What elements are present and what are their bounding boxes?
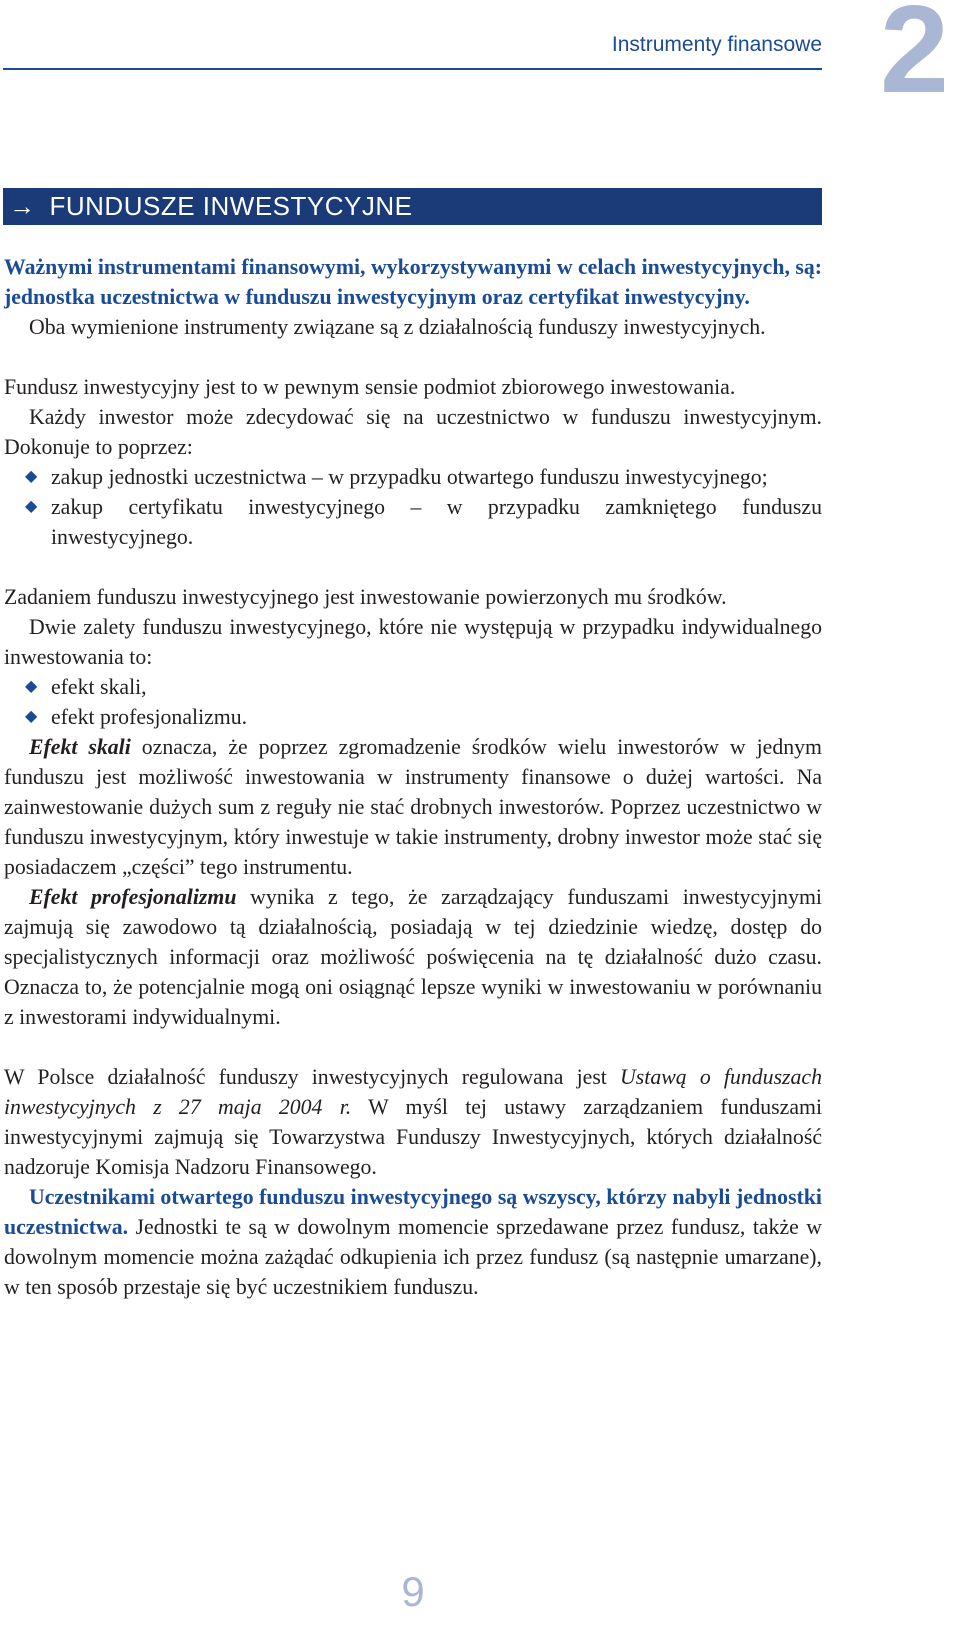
term-professionalism-effect: Efekt profesjonalizmu — [29, 885, 237, 909]
paragraph-8-text: W Polsce działalność funduszy inwestycyjnych regulowana jest — [4, 1065, 621, 1089]
bullet-icon: ◆ — [25, 678, 38, 695]
bullet-icon: ◆ — [25, 498, 38, 515]
paragraph-9-text: Jednostki te są w dowolnym momencie sprzedawane przez fundusz, także w dowolnym momencie można zażądać odkupienia ich przez fundusz (są następnie umarzane), w ten sposób przestaje się być uczestnikiem funduszu. — [4, 1215, 822, 1299]
paragraph-8 — [4, 1062, 822, 1182]
list-item-text: zakup jednostki uczestnictwa – w przypadku otwartego funduszu inwestycyjnego; — [51, 465, 768, 489]
arrow-right-icon: → — [9, 191, 36, 221]
list-item-text: efekt profesjonalizmu. — [51, 705, 248, 729]
law-citation: Ustawą o funduszach inwestycyjnych z 27 maja 2004 r. — [4, 1065, 823, 1119]
purchase-options-list — [4, 462, 822, 552]
advantages-list — [4, 672, 822, 732]
list-item — [4, 462, 822, 492]
paragraph-3: Każdy inwestor może zdecydować się na uczestnictwo w funduszu inwestycyjnym. Dokonuje to poprzez: — [4, 405, 822, 459]
article-body — [4, 252, 822, 1302]
term-scale-effect: Efekt skali — [29, 735, 131, 759]
list-item — [4, 702, 822, 732]
paragraph-6-text: oznacza, że poprzez zgromadzenie środków wielu inwestorów w jednym funduszu jest możliwość inwestowania w instrumenty finansowe o dużej wartości. Na zainwestowanie dużych sum z reguły nie stać drobnych inwestorów. Poprzez uczestnictwo w funduszu inwestycyjnym, który inwestuje w takie instrumenty, drobny inwestor może stać się posiadaczem „części” tego instrumentu. — [4, 735, 822, 879]
page-number: 9 — [401, 1568, 425, 1615]
running-title: Instrumenty finansowe — [611, 33, 822, 56]
chapter-number: 2 — [880, 0, 949, 119]
bullet-icon: ◆ — [25, 708, 38, 725]
highlight-participants: Uczestnikami otwartego funduszu inwestycyjnego są wszyscy, którzy nabyli jednostki uczestnictwa. — [4, 1185, 822, 1239]
section-heading-bar — [3, 188, 822, 225]
bullet-icon: ◆ — [25, 468, 38, 485]
paragraph-6 — [4, 732, 822, 882]
intro-paragraph: Ważnymi instrumentami finansowymi, wykorzystywanymi w celach inwestycyjnych, są: jednostka uczestnictwa w funduszu inwestycyjnym oraz certyfikat inwestycyjny. — [4, 255, 822, 309]
paragraph-7 — [4, 882, 822, 1032]
paragraph-7-text: wynika z tego, że zarządzający funduszami inwestycyjnymi zajmują się zawodowo tą działalnością, posiadają w tej dziedzinie wiedzę, dostęp do specjalistycznych informacji oraz możliwość poświęcenia na tę działalność dużo czasu. Oznacza to, że potencjalnie mogą oni osiągnąć lepsze wyniki w inwestowaniu w porównaniu z inwestorami indywidualnymi. — [4, 885, 822, 1029]
paragraph-9 — [4, 1182, 822, 1302]
list-item — [4, 492, 822, 552]
list-item-text: efekt skali, — [51, 675, 147, 699]
paragraph-2: Fundusz inwestycyjny jest to w pewnym sensie podmiot zbiorowego inwestowania. — [4, 375, 736, 399]
section-title: FUNDUSZE INWESTYCYJNE — [49, 191, 413, 221]
paragraph-1: Oba wymienione instrumenty związane są z działalnością funduszy inwestycyjnych. — [29, 315, 766, 339]
paragraph-8-text-end: W myśl tej ustawy zarządzaniem funduszami inwestycyjnymi zajmują się Towarzystwa Funduszy Inwestycyjnych, których działalność nadzoruje Komisja Nadzoru Finansowego. — [4, 1095, 822, 1179]
list-item — [4, 672, 822, 702]
paragraph-5: Dwie zalety funduszu inwestycyjnego, które nie występują w przypadku indywidualnego inwestowania to: — [4, 615, 822, 669]
header-rule — [3, 68, 822, 70]
list-item-text: zakup certyfikatu inwestycyjnego – w przypadku zamkniętego funduszu inwestycyjnego. — [51, 495, 822, 549]
paragraph-4: Zadaniem funduszu inwestycyjnego jest inwestowanie powierzonych mu środków. — [4, 585, 727, 609]
